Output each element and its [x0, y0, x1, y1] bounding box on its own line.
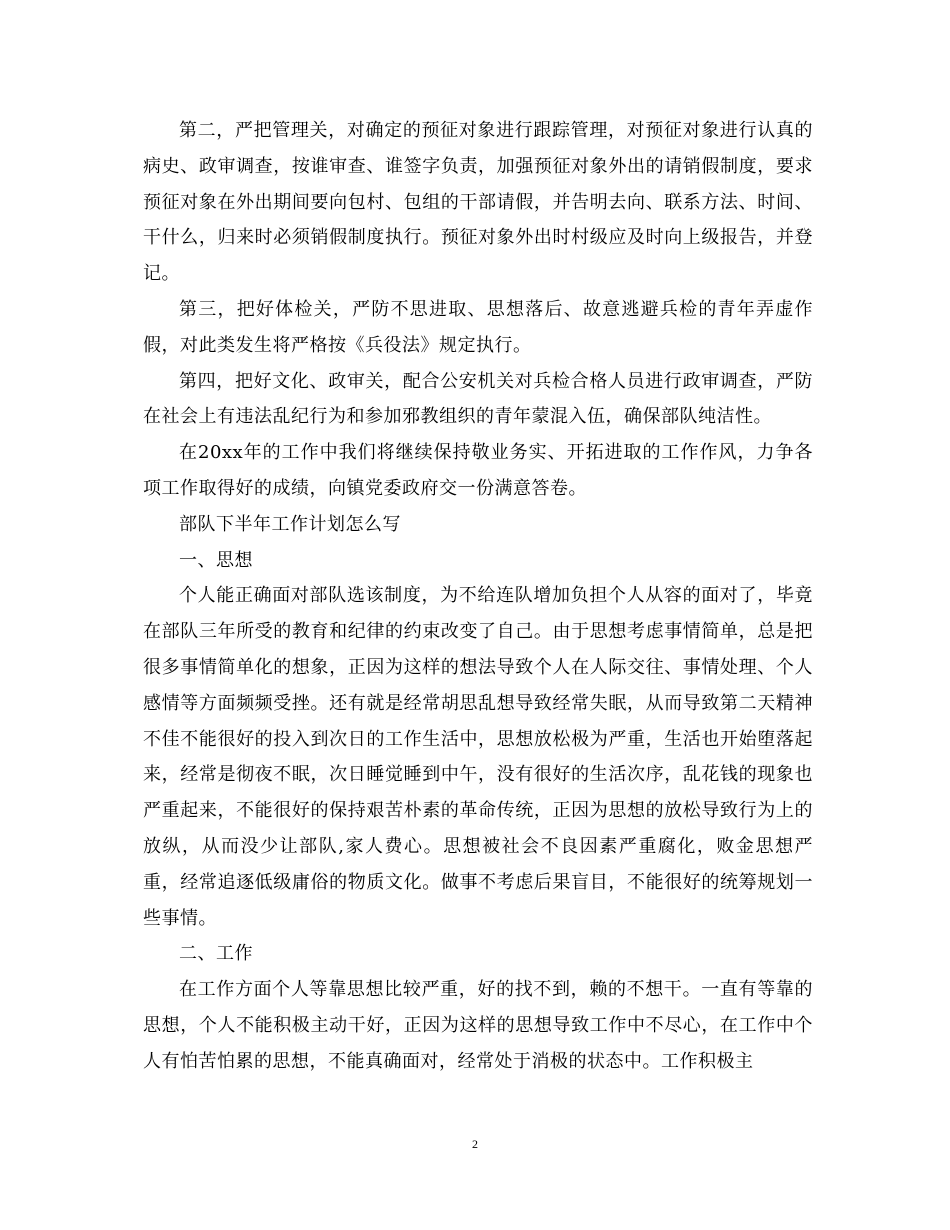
paragraph-outlook: 在20xx年的工作中我们将继续保持敬业务实、开拓进取的工作作风，力争各项工作取得好的成绩，向镇党委政府交一份满意答卷。 [143, 442, 813, 499]
paragraph-political-review: 第四，把好文化、政审关，配合公安机关对兵检合格人员进行政审调查，严防在社会上有违法乱纪行为和参加邪教组织的青年蒙混入伍，确保部队纯洁性。 [143, 370, 813, 428]
page-number: 2 [472, 1137, 478, 1151]
heading-thought: 一、思想 [179, 549, 253, 571]
paragraph-work: 在工作方面个人等靠思想比较严重，好的找不到，赖的不想干。一直有等靠的思想，个人不能积极主动干好，正因为这样的思想导致工作中不尽心，在工作中个人有怕苦怕累的思想，不能真确面对，经常处于消极的状态中。工作积极主 [143, 979, 813, 1072]
paragraph-thought: 个人能正确面对部队选该制度，为不给连队增加负担个人从容的面对了，毕竟在部队三年所受的教育和纪律的约束改变了自己。由于思想考虑事情简单，总是把很多事情简单化的想象，正因为这样的想法导致个人在人际交往、事情处理、个人感情等方面频频受挫。还有就是经常胡思乱想导致经常失眠，从而导致第二天精神不佳不能很好的投入到次日的工作生活中，思想放松极为严重，生活也开始堕落起来，经常是彻夜不眠，次日睡觉睡到中午，没有很好的生活次序，乱花钱的现象也严重起来，不能很好的保持艰苦朴素的革命传统，正因为思想的放松导致行为上的放纵，从而没少让部队,家人费心。思想被社会不良因素严重腐化，败金思想严重，经常追逐低级庸俗的物质文化。做事不考虑后果盲目，不能很好的统筹规划一些事情。 [143, 585, 813, 929]
document-body [143, 113, 813, 1080]
paragraph-physical-exam: 第三，把好体检关，严防不思进取、思想落后、故意逃避兵检的青年弄虚作假，对此类发生将严格按《兵役法》规定执行。 [143, 298, 813, 356]
paragraph-management: 第二，严把管理关，对确定的预征对象进行跟踪管理，对预征对象进行认真的病史、政审调查，按谁审查、谁签字负责，加强预征对象外出的请销假制度，要求预征对象在外出期间要向包村、包组的干部请假，并告明去向、联系方法、时间、干什么，归来时必须销假制度执行。预征对象外出时村级应及时向上级报告，并登记。 [143, 120, 813, 285]
heading-work: 二、工作 [179, 943, 253, 965]
section-title: 部队下半年工作计划怎么写 [179, 513, 401, 535]
